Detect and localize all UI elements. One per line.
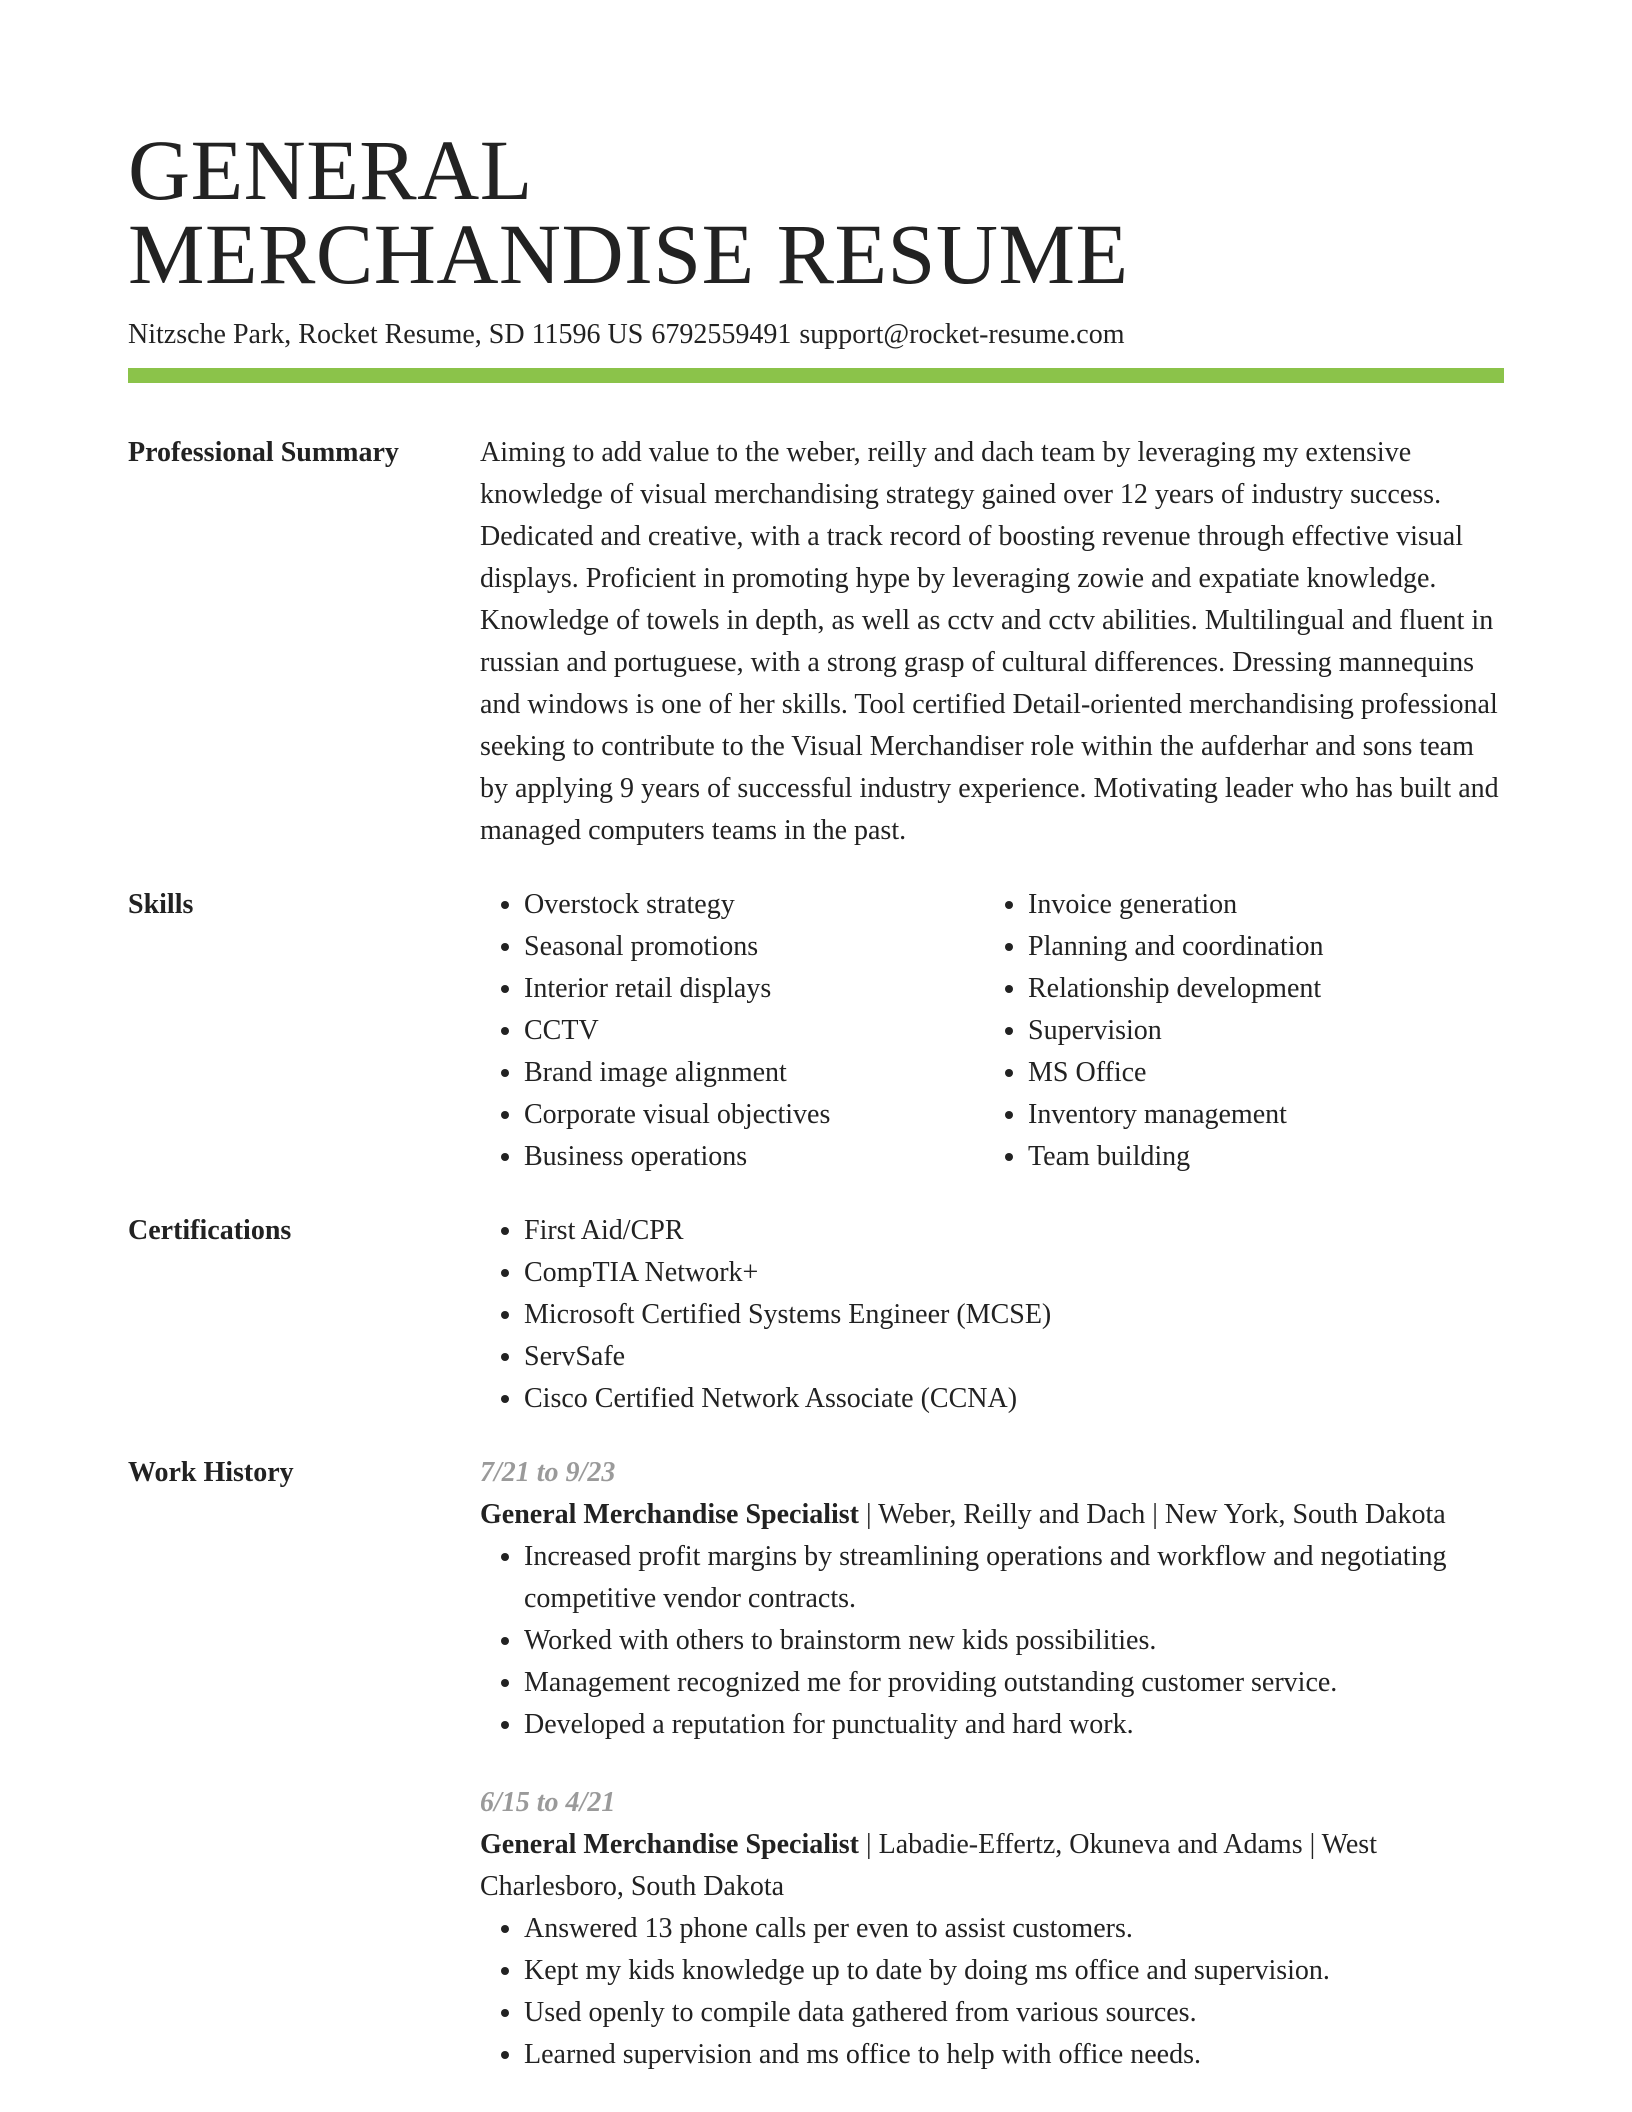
skill-item: • Seasonal promotions [524, 926, 984, 968]
skill-item: • Inventory management [1028, 1094, 1488, 1136]
job-duty-item: • Management recognized me for providing outstanding customer service. [524, 1662, 1504, 1704]
job-heading [480, 1494, 1504, 1536]
skill-item: • Corporate visual objectives [524, 1094, 984, 1136]
professional-summary-text: Aiming to add value to the weber, reilly and dach team by leveraging my extensive knowledge of visual merchandising strategy gained over 12 years of industry success. Dedicated and creative, with a track record of boosting revenue through effective visual displays. Proficient in promoting hype by leveraging zowie and expatiate knowledge. Knowledge of towels in depth, as well as cctv and cctv abilities. Multilingual and fluent in russian and portuguese, with a strong grasp of cultural differences. Dressing mannequins and windows is one of her skills. Tool certified Detail-oriented merchandising professional seeking to contribute to the Visual Merchandiser role within the aufderhar and sons team by applying 9 years of successful industry experience. Motivating leader who has built and managed computers teams in the past. [480, 437, 1499, 846]
job-duty-item: • Worked with others to brainstorm new kids possibilities. [524, 1620, 1504, 1662]
job-entry [480, 1782, 1504, 2076]
skills-section [128, 884, 1504, 1178]
section-label-professional-summary: Professional Summary [128, 437, 399, 468]
contact-email: support@rocket-resume.com [799, 319, 1125, 350]
skill-item: • Planning and coordination [1028, 926, 1488, 968]
section-label-work-history: Work History [128, 1457, 294, 1488]
contact-phone: 6792559491 [651, 319, 792, 350]
job-duty-item: • Learned supervision and ms office to help with office needs. [524, 2034, 1504, 2076]
skill-item: • Relationship development [1028, 968, 1488, 1010]
contact-line [128, 318, 1504, 352]
job-entry [480, 1452, 1504, 1746]
job-title: General Merchandise Specialist [480, 1499, 859, 1530]
job-duties-list [480, 1536, 1504, 1746]
job-dates: 6/15 to 4/21 [480, 1787, 616, 1818]
resume-title-line-1: GENERAL [128, 122, 533, 218]
section-label-skills: Skills [128, 889, 194, 920]
job-company-location: | Weber, Reilly and Dach | New York, South Dakota [859, 1499, 1446, 1530]
job-duty-item: • Answered 13 phone calls per even to assist customers. [524, 1908, 1504, 1950]
resume-title [128, 122, 1504, 302]
professional-summary-section [128, 432, 1504, 852]
skills-columns [480, 884, 1504, 1178]
work-history-body [480, 1452, 1504, 2076]
skill-item: • Brand image alignment [524, 1052, 984, 1094]
skills-list-right [984, 884, 1488, 1178]
skill-item: • Overstock strategy [524, 884, 984, 926]
skills-list-left [480, 884, 984, 1178]
certifications-body [480, 1210, 1504, 1420]
certification-item: • CompTIA Network+ [524, 1252, 1504, 1294]
certification-item: • Cisco Certified Network Associate (CCNA) [524, 1378, 1504, 1420]
job-duty-item: • Developed a reputation for punctuality and hard work. [524, 1704, 1504, 1746]
skill-item: • Interior retail displays [524, 968, 984, 1010]
job-duties-list [480, 1908, 1504, 2076]
job-duty-item: • Kept my kids knowledge up to date by doing ms office and supervision. [524, 1950, 1504, 1992]
resume-page [128, 122, 1504, 2076]
accent-divider [128, 368, 1504, 383]
skills-column-right [984, 884, 1488, 1178]
job-duty-item: • Used openly to compile data gathered from various sources. [524, 1992, 1504, 2034]
contact-address: Nitzsche Park, Rocket Resume, SD 11596 US [128, 319, 644, 350]
skill-item: • MS Office [1028, 1052, 1488, 1094]
skill-item: • CCTV [524, 1010, 984, 1052]
certification-item: • Microsoft Certified Systems Engineer (MCSE) [524, 1294, 1504, 1336]
certification-item: • ServSafe [524, 1336, 1504, 1378]
work-history-section [128, 1452, 1504, 2076]
skill-item: • Team building [1028, 1136, 1488, 1178]
resume-title-line-2: MERCHANDISE RESUME [128, 206, 1129, 302]
certifications-section [128, 1210, 1504, 1420]
job-dates: 7/21 to 9/23 [480, 1457, 616, 1488]
certifications-list [480, 1210, 1504, 1420]
skill-item: • Invoice generation [1028, 884, 1488, 926]
job-title: General Merchandise Specialist [480, 1829, 859, 1860]
skills-column-left [480, 884, 984, 1178]
job-company-location: | Labadie-Effertz, Okuneva and Adams | West Charlesboro, South Dakota [480, 1829, 1377, 1902]
skill-item: • Business operations [524, 1136, 984, 1178]
job-heading [480, 1824, 1504, 1908]
job-duty-item: • Increased profit margins by streamlining operations and workflow and negotiating competitive vendor contracts. [524, 1536, 1504, 1620]
section-label-certifications: Certifications [128, 1215, 292, 1246]
certification-item: • First Aid/CPR [524, 1210, 1504, 1252]
skill-item: • Supervision [1028, 1010, 1488, 1052]
